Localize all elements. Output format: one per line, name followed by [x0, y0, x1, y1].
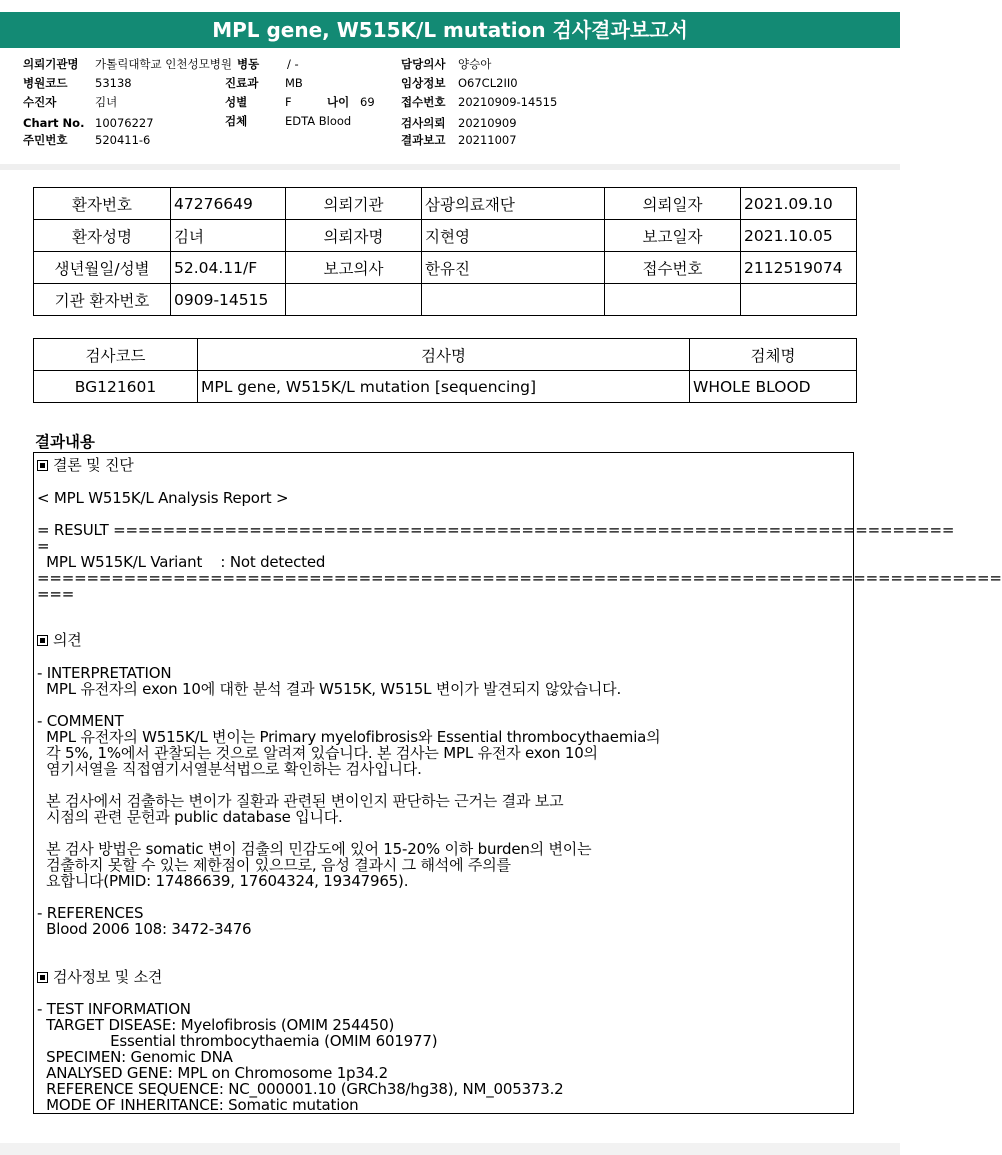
report-line: MODE OF INHERITANCE: Somatic mutation [37, 1096, 359, 1114]
report-line: === [37, 585, 75, 603]
header-request-date: 검사의뢰 20210909 [401, 116, 517, 130]
table-row: 생년월일/성별 52.04.11/F 보고의사 한유진 접수번호 2112519074 [34, 252, 857, 284]
test-table [33, 338, 857, 403]
report-line: MPL 유전자의 W515K/L 변이는 Primary myelofibrosis와 Essential thrombocythaemia의 [37, 728, 661, 746]
report-line: ANALYSED GENE: MPL on Chromosome 1p34.2 [37, 1064, 388, 1082]
section-title: 결과내용 [35, 433, 95, 451]
report-line: 각 5%, 1%에서 관찰되는 것으로 알려져 있습니다. 본 검사는 MPL 유전자 exon 10의 [37, 744, 598, 762]
header-report-date: 결과보고 20211007 [401, 133, 517, 147]
header-department: 진료과 MB [225, 76, 303, 90]
table-header-row: 검사코드 검사명 검체명 [34, 339, 857, 371]
report-line: REFERENCE SEQUENCE: NC_000001.10 (GRCh38/hg38), NM_005373.2 [37, 1080, 564, 1098]
report-line: 염기서열을 직접염기서열분석법으로 확인하는 검사입니다. [37, 760, 422, 778]
report-line: 검출하지 못할 수 있는 제한점이 있으므로, 음성 결과시 그 해석에 주의를 [37, 856, 511, 874]
header-sex: 성별 F [225, 95, 292, 109]
table-row: 환자성명 김녀 의뢰자명 지현영 보고일자 2021.10.05 [34, 220, 857, 252]
report-title: MPL gene, W515K/L mutation 검사결과보고서 [0, 12, 900, 48]
table-row: 환자번호 47276649 의뢰기관 삼광의료재단 의뢰일자 2021.09.10 [34, 188, 857, 220]
report-section-heading: 의견 [37, 632, 82, 648]
footer-bar [0, 1143, 900, 1155]
header-physician: 담당의사 양승아 [401, 57, 492, 71]
report-line: < MPL W515K/L Analysis Report > [37, 489, 289, 507]
header-patient: 수진자 김녀 [23, 95, 118, 109]
header-chart-no: Chart No. 10076227 [23, 116, 154, 130]
report-line: TARGET DISEASE: Myelofibrosis (OMIM 254450) [37, 1016, 395, 1034]
header-resident-no: 주민번호 520411-6 [23, 133, 151, 147]
report-line: 본 검사에서 검출하는 변이가 질환과 관련된 변이인지 판단하는 근거는 결과 보고 [37, 792, 564, 810]
report-line: = [37, 537, 50, 555]
divider [0, 164, 900, 170]
header-age: 나이 69 [327, 95, 375, 109]
report-line: Blood 2006 108: 3472-3476 [37, 920, 252, 938]
report-line: ============================================================================== [37, 569, 1002, 587]
header-clinical-info: 임상정보 O67CL2II0 [401, 76, 518, 90]
report-line: MPL W515K/L Variant : Not detected [37, 553, 326, 571]
table-row: 기관 환자번호 0909-14515 [34, 284, 857, 316]
table-row: BG121601 MPL gene, W515K/L mutation [sequencing] WHOLE BLOOD [34, 371, 857, 403]
report-section-heading: 결론 및 진단 [37, 457, 134, 473]
patient-info-table [33, 187, 857, 316]
square-bullet-icon [37, 972, 48, 983]
report-line: 요합니다(PMID: 17486639, 17604324, 19347965). [37, 872, 409, 890]
report-section-heading: 검사정보 및 소견 [37, 969, 162, 985]
report-line: 본 검사 방법은 somatic 변이 검출의 민감도에 있어 15-20% 이하 burden의 변이는 [37, 840, 592, 858]
report-line: MPL 유전자의 exon 10에 대한 분석 결과 W515K, W515L 변이가 발견되지 않았습니다. [37, 680, 622, 698]
report-header [0, 48, 900, 168]
report-line: - INTERPRETATION [37, 664, 172, 682]
header-hospital-code: 병원코드 53138 [23, 76, 132, 90]
header-ward: 병동 / - [237, 57, 299, 71]
report-line: Essential thrombocythaemia (OMIM 601977) [37, 1032, 438, 1050]
header-receipt-no: 접수번호 20210909-14515 [401, 95, 558, 109]
report-line: - COMMENT [37, 712, 124, 730]
square-bullet-icon [37, 635, 48, 646]
report-line: SPECIMEN: Genomic DNA [37, 1048, 233, 1066]
result-content-box [33, 452, 1002, 1114]
header-institution: 의뢰기관명 가톨릭대학교 인천성모병원 [23, 57, 232, 71]
square-bullet-icon [37, 460, 48, 471]
header-specimen: 검체 EDTA Blood [225, 114, 352, 128]
report-line: = RESULT ==================================================================== [37, 521, 955, 539]
report-line: - TEST INFORMATION [37, 1000, 191, 1018]
report-line: - REFERENCES [37, 904, 144, 922]
report-line: 시점의 관련 문헌과 public database 입니다. [37, 808, 343, 826]
